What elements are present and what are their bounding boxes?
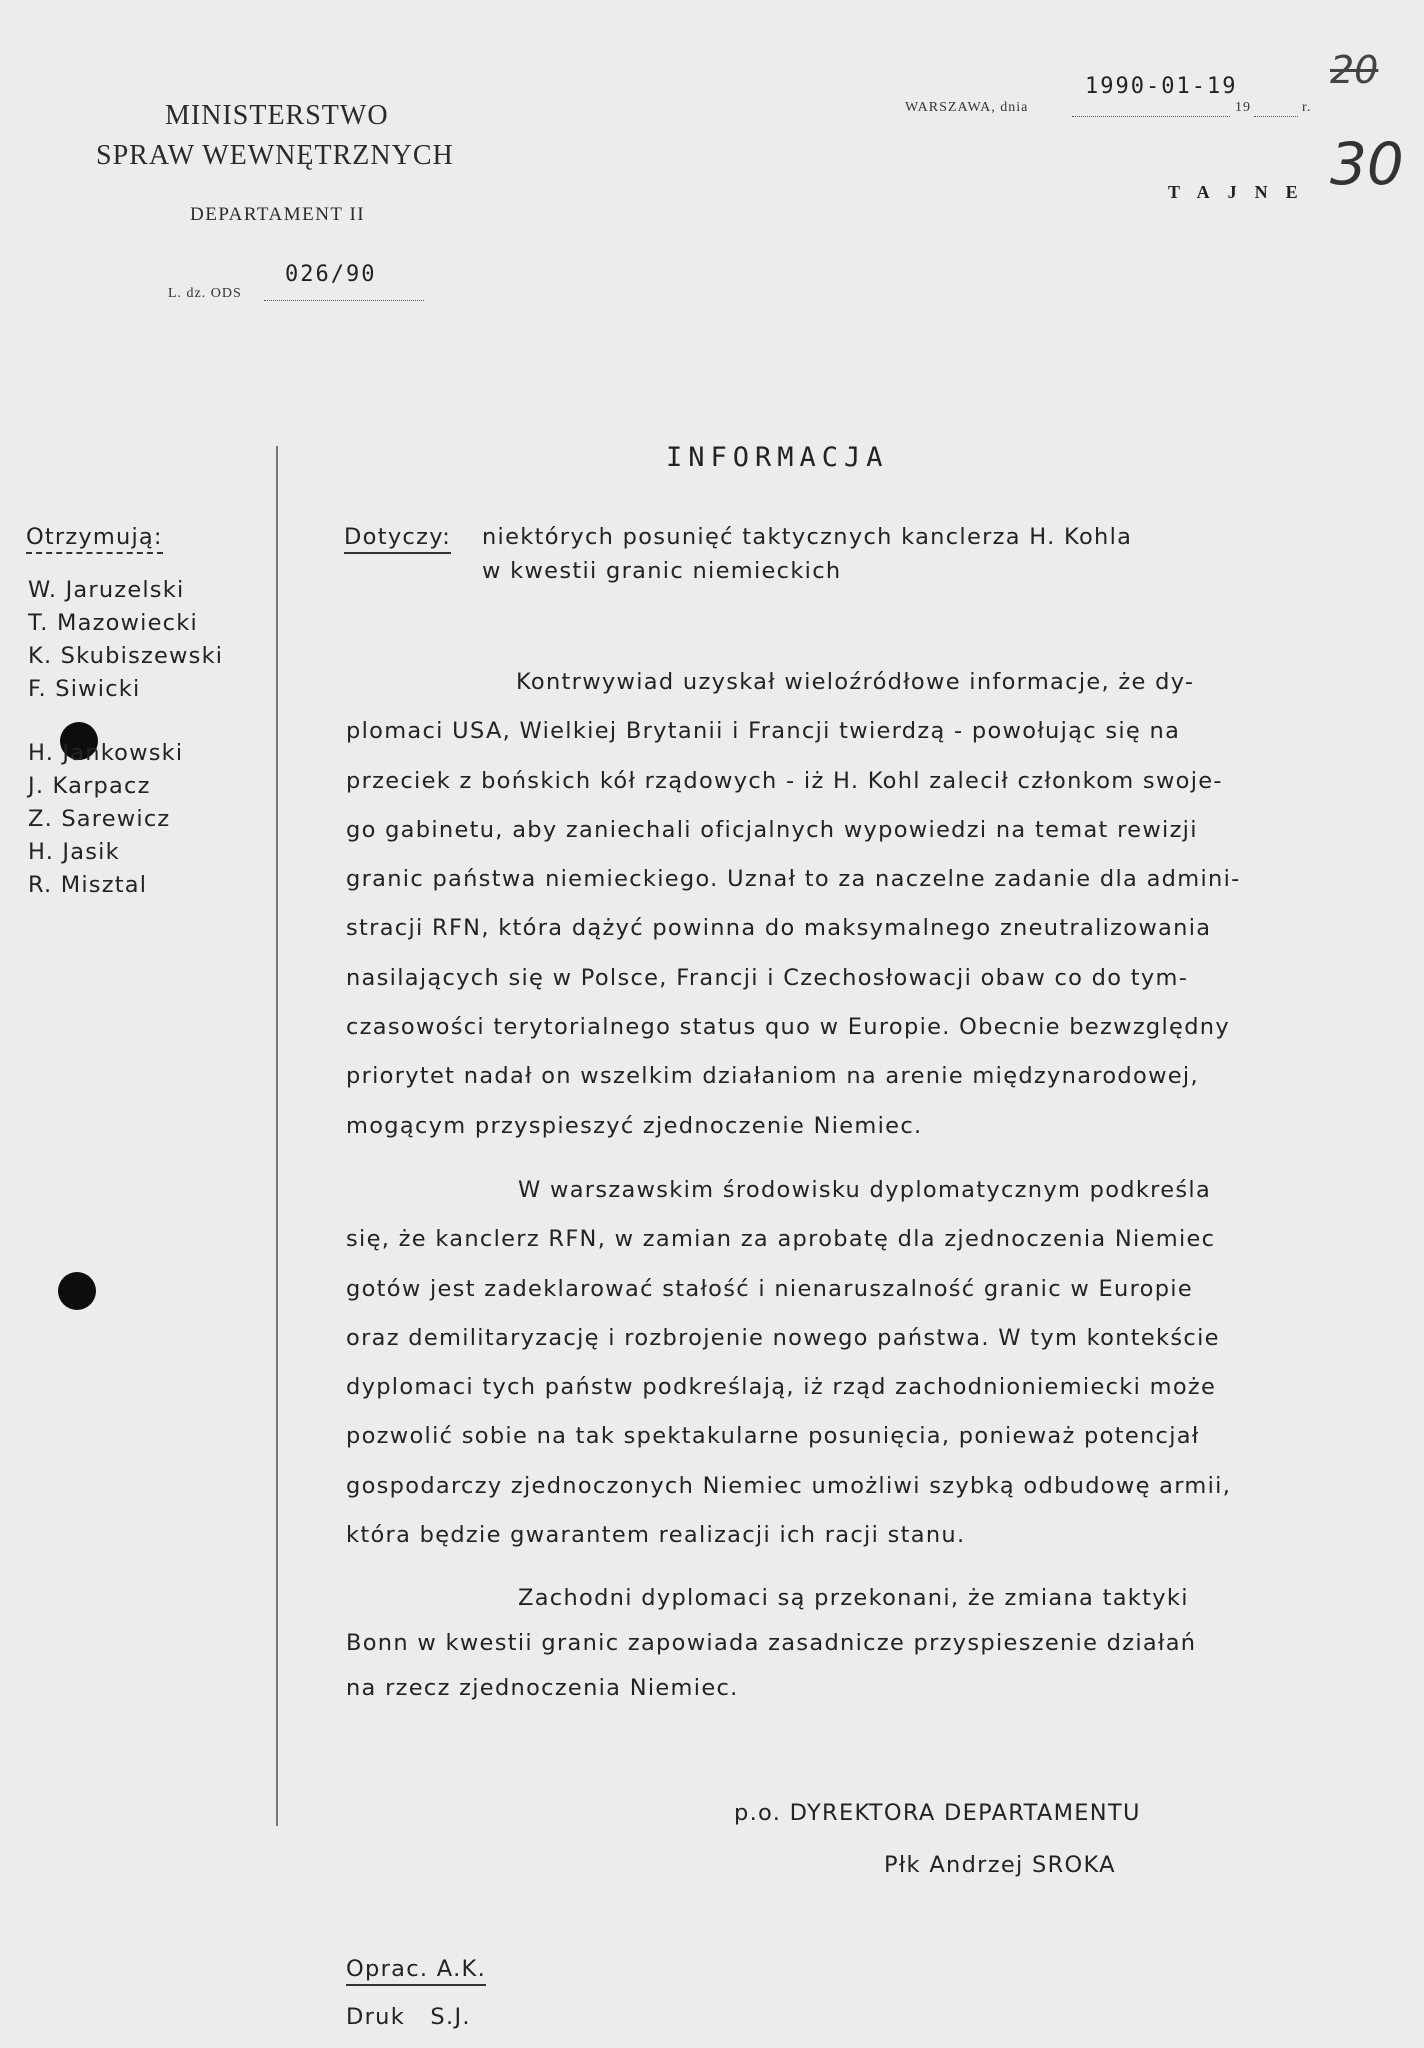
- prepared-by: Oprac. A.K.: [346, 1956, 486, 1986]
- paragraph-line: przeciek z bońskich kół rządowych - iż H. Kohl zalecił członkom swoje-: [346, 767, 1223, 794]
- department-name: DEPARTAMENT II: [190, 204, 366, 225]
- ministry-name-line1: MINISTERSTWO: [165, 100, 389, 131]
- year-suffix: r.: [1302, 100, 1312, 115]
- year-prefix: 19: [1235, 100, 1251, 115]
- paragraph-line: na rzecz zjednoczenia Niemiec.: [346, 1675, 739, 1701]
- recipient: T. Mazowiecki: [28, 610, 198, 636]
- paragraph-line: priorytet nadał on wszelkim działaniom na arenie międzynarodowej,: [346, 1063, 1199, 1090]
- paragraph-line: pozwolić sobie na tak spektakularne posunięcia, ponieważ potencjał: [346, 1423, 1200, 1450]
- paragraph-line: nasilających się w Polsce, Francji i Czechosłowacji obaw co do tym-: [346, 964, 1189, 991]
- subject-line-1: niektórych posunięć taktycznych kanclerza H. Kohla: [482, 524, 1133, 550]
- paragraph-line: która będzie gwarantem realizacji ich racji stanu.: [346, 1522, 966, 1549]
- ld-number: 026/90: [285, 262, 377, 287]
- recipient: R. Misztal: [28, 872, 148, 898]
- recipient: F. Siwicki: [28, 676, 141, 702]
- classification-stamp: TAJNE: [1168, 182, 1316, 202]
- recipients-group-2: [28, 737, 183, 902]
- recipient: Z. Sarewicz: [28, 806, 171, 832]
- paragraph-2: [346, 1166, 1231, 1560]
- place-label: WARSZAWA, dnia: [905, 100, 1029, 115]
- paragraph-line: mogącym przyspieszyć zjednoczenie Niemiec.: [346, 1112, 923, 1139]
- page-number-crossed: 20: [1330, 48, 1379, 92]
- paragraph-line: czasowości terytorialnego status quo w Europie. Obecnie bezwzględny: [346, 1014, 1230, 1041]
- recipients-label: Otrzymują:: [26, 524, 163, 554]
- paragraph-line: gospodarczy zjednoczonych Niemiec umożliwi szybką odbudowę armii,: [346, 1472, 1232, 1499]
- paragraph-line: dyplomaci tych państw podkreślają, iż rząd zachodnioniemiecki może: [346, 1374, 1217, 1401]
- paragraph-line: Zachodni dyplomaci są przekonani, że zmiana taktyki: [518, 1585, 1189, 1611]
- printed-by: Druk S.J.: [346, 2004, 471, 2030]
- recipient: J. Karpacz: [28, 773, 151, 799]
- paragraph-line: granic państwa niemieckiego. Uznał to za naczelne zadanie dla admini-: [346, 866, 1241, 893]
- punch-hole-bottom: [58, 1272, 96, 1310]
- signature-title: p.o. DYREKTORA DEPARTAMENTU: [734, 1800, 1141, 1826]
- ld-dotted-line: [264, 300, 424, 301]
- subject-line-2: w kwestii granic niemieckich: [482, 558, 842, 584]
- recipient: H. Jasik: [28, 839, 120, 865]
- paragraph-line: się, że kanclerz RFN, w zamian za aprobatę dla zjednoczenia Niemiec: [346, 1226, 1216, 1253]
- paragraph-line: go gabinetu, aby zaniechali oficjalnych wypowiedzi na temat rewizji: [346, 816, 1198, 843]
- date-typed: 1990-01-19: [1085, 74, 1238, 99]
- paragraph-line: oraz demilitaryzację i rozbrojenie nowego państwa. W tym kontekście: [346, 1324, 1220, 1351]
- ld-label: L. dz. ODS: [168, 286, 242, 301]
- recipients-group-1: [28, 574, 223, 706]
- paragraph-line: W warszawskim środowisku dyplomatycznym podkreśla: [518, 1177, 1212, 1203]
- paragraph-line: stracji RFN, która dążyć powinna do maksymalnego zneutralizowania: [346, 915, 1212, 942]
- paragraph-line: plomaci USA, Wielkiej Brytanii i Francji twierdzą - powołując się na: [346, 718, 1181, 745]
- subject-label: Dotyczy:: [344, 524, 451, 554]
- recipient: K. Skubiszewski: [28, 643, 224, 669]
- paragraph-line: gotów jest zadeklarować stałość i nienaruszalność granic w Europie: [346, 1275, 1193, 1302]
- signature-name: Płk Andrzej SROKA: [884, 1852, 1116, 1878]
- date-dotted-line: [1072, 116, 1230, 117]
- page-number: 30: [1330, 130, 1404, 198]
- year-dotted-line: [1254, 116, 1298, 117]
- ministry-name-line2: SPRAW WEWNĘTRZNYCH: [96, 140, 454, 171]
- margin-rule: [276, 446, 278, 1826]
- document-title: INFORMACJA: [666, 442, 889, 473]
- paragraph-line: Kontrwywiad uzyskał wieloźródłowe informacje, że dy-: [516, 669, 1195, 695]
- recipient: H. Jankowski: [28, 740, 184, 766]
- paragraph-line: Bonn w kwestii granic zapowiada zasadnicze przyspieszenie działań: [346, 1630, 1197, 1656]
- recipient: W. Jaruzelski: [28, 577, 185, 603]
- paragraph-3: [346, 1576, 1196, 1711]
- paragraph-1: [346, 658, 1241, 1151]
